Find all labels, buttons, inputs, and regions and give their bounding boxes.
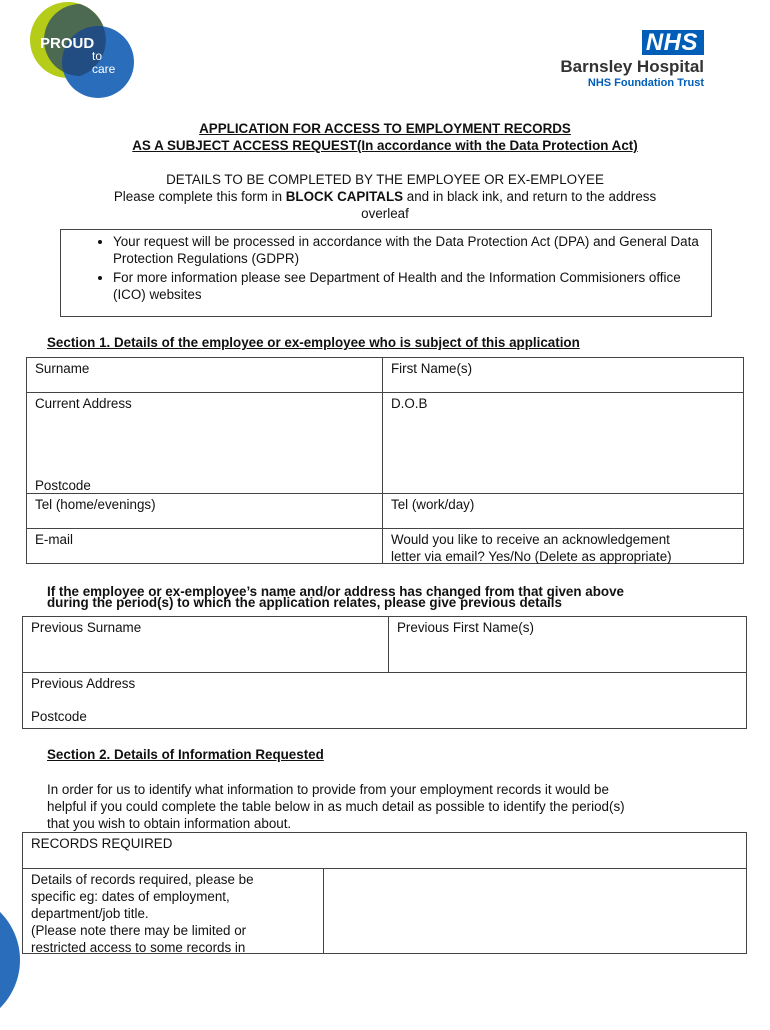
- intro-line1: DETAILS TO BE COMPLETED BY THE EMPLOYEE OR EX-EMPLOYEE: [166, 172, 604, 187]
- records-required-header: [22, 832, 747, 869]
- proud-word: PROUD: [40, 35, 95, 52]
- details-line3: department/job title.: [31, 906, 149, 921]
- tel-work-label: Tel (work/day): [391, 497, 475, 512]
- tel-work-field[interactable]: [382, 493, 744, 529]
- previous-surname-label: Previous Surname: [31, 620, 142, 635]
- section2-paragraph-line1: In order for us to identify what information to provide from your employment records it would be: [47, 782, 609, 797]
- notice-list: [61, 230, 711, 303]
- surname-label: Surname: [35, 361, 90, 376]
- postcode-label: Postcode: [35, 478, 91, 493]
- nhs-badge: NHS: [642, 30, 704, 55]
- intro-line2-bold: BLOCK CAPITALS: [285, 189, 404, 204]
- previous-first-names-field[interactable]: [388, 616, 747, 673]
- surname-field[interactable]: [26, 357, 383, 393]
- nhs-logo-block: [560, 30, 704, 90]
- details-line5: restricted access to some records in: [31, 940, 246, 954]
- previous-heading-line2: during the period(s) to which the application relates, please give previous details: [47, 595, 562, 610]
- details-line4: (Please note there may be limited or: [31, 923, 247, 938]
- first-names-label: First Name(s): [391, 361, 473, 376]
- previous-address-label: Previous Address: [31, 676, 136, 691]
- to-word: to: [92, 49, 103, 63]
- current-address-label: Current Address: [35, 396, 132, 411]
- current-address-field[interactable]: [26, 392, 383, 494]
- section2-paragraph-line3: that you wish to obtain information about.: [47, 816, 292, 831]
- notice-box: [60, 229, 712, 317]
- previous-postcode-label: Postcode: [31, 709, 87, 724]
- ack-line2: letter via email? Yes/No (Delete as appropriate): [391, 549, 672, 564]
- records-required-label: RECORDS REQUIRED: [31, 836, 173, 851]
- notice-item: • For more information please see Department of Health and the Information Commisioners office (ICO) websites: [113, 269, 711, 303]
- previous-address-field[interactable]: [22, 672, 747, 729]
- notice-item: • Your request will be processed in accordance with the Data Protection Act (DPA) and General Data Protection Regulations (GDPR): [113, 233, 711, 267]
- care-word: care: [92, 62, 116, 76]
- previous-first-names-label: Previous First Name(s): [397, 620, 534, 635]
- intro-line2: [40, 188, 730, 205]
- ack-line1: Would you like to receive an acknowledgement: [391, 532, 670, 547]
- details-line1: Details of records required, please be: [31, 872, 254, 887]
- first-names-field[interactable]: [382, 357, 744, 393]
- email-label: E-mail: [35, 532, 73, 547]
- records-details-input[interactable]: [323, 868, 747, 954]
- records-details-label-cell: [22, 868, 324, 954]
- form-title-line2: AS A SUBJECT ACCESS REQUEST(In accordance with the Data Protection Act): [132, 138, 638, 153]
- trust-name: NHS Foundation Trust: [587, 77, 704, 89]
- proud-to-care-logo: [30, 0, 140, 110]
- acknowledgement-field[interactable]: [382, 528, 744, 564]
- dob-field[interactable]: [382, 392, 744, 494]
- intro-line3: overleaf: [361, 206, 409, 221]
- section1-heading: Section 1. Details of the employee or ex-employee who is subject of this application: [47, 335, 580, 350]
- form-title-line1: APPLICATION FOR ACCESS TO EMPLOYMENT RECORDS: [199, 121, 571, 136]
- section2-paragraph-line2: helpful if you could complete the table below in as much detail as possible to identify the period(s): [47, 799, 625, 814]
- tel-home-label: Tel (home/evenings): [35, 497, 156, 512]
- section2-heading: Section 2. Details of Information Requested: [47, 747, 324, 762]
- intro-line2-post: and in black ink, and return to the address: [403, 189, 657, 204]
- details-line2: specific eg: dates of employment,: [31, 889, 230, 904]
- dob-label: D.O.B: [391, 396, 428, 411]
- tel-home-field[interactable]: [26, 493, 383, 529]
- hospital-name: Barnsley Hospital: [560, 57, 704, 76]
- intro-line2-pre: Please complete this form in: [113, 189, 286, 204]
- email-field[interactable]: [26, 528, 383, 564]
- previous-surname-field[interactable]: [22, 616, 389, 673]
- previous-heading-line1: If the employee or ex-employee’s name and/or address has changed from that given above: [47, 584, 624, 599]
